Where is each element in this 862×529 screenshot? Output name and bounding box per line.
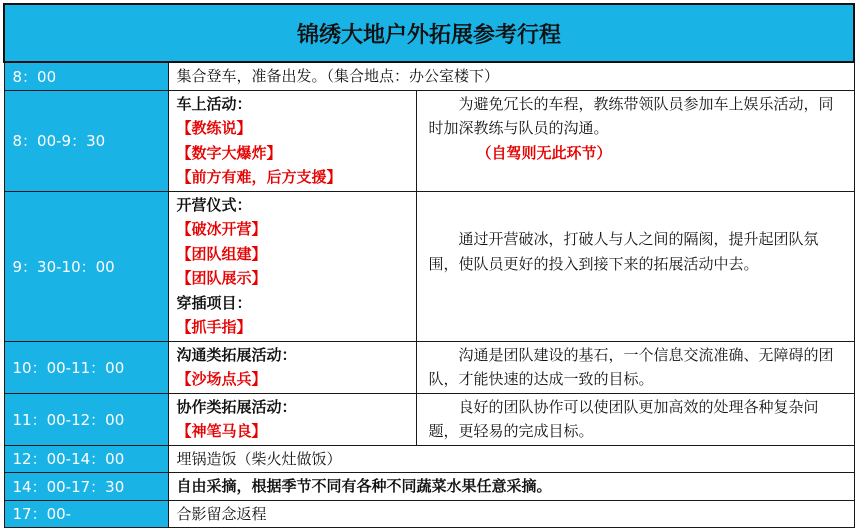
activity-item: 【数字大爆炸】 bbox=[176, 143, 282, 162]
activity-item: 【团队展示】 bbox=[176, 269, 267, 287]
activity-item: 【教练说】 bbox=[176, 119, 252, 137]
itinerary-table bbox=[3, 3, 855, 528]
table-row bbox=[4, 62, 854, 90]
activity-label: 沟通类拓展活动： bbox=[176, 345, 297, 364]
time-cell: 8：00 bbox=[4, 62, 168, 90]
time-cell: 10：00-11：00 bbox=[4, 341, 168, 393]
description-cell bbox=[416, 90, 854, 191]
time-cell: 17：00- bbox=[4, 500, 168, 528]
time-cell: 12：00-14：00 bbox=[4, 445, 168, 473]
title-row bbox=[4, 4, 854, 62]
activity-item: 【团队组建】 bbox=[176, 244, 267, 263]
description-text: 沟通是团队建设的基石，一个信息交流准确、无障碍的团队，才能快速的达成一致的目标。 bbox=[428, 345, 834, 388]
activity-item: 【破冰开营】 bbox=[176, 220, 267, 238]
activity-cell bbox=[168, 341, 416, 393]
description-cell bbox=[416, 191, 854, 341]
table-row bbox=[4, 500, 854, 528]
activity-label: 开营仪式： bbox=[176, 195, 252, 214]
description-text: 通过开营破冰，打破人与人之间的隔阂，提升起团队氛围，使队员更好的投入到接下来的拓展活动中去。 bbox=[428, 230, 819, 273]
itinerary-sheet bbox=[3, 3, 853, 528]
activity-cell: 集合登车，准备出发。（集合地点：办公室楼下） bbox=[168, 62, 854, 90]
description-cell bbox=[416, 341, 854, 393]
page-title: 锦绣大地户外拓展参考行程 bbox=[4, 4, 854, 62]
time-cell: 14：00-17：30 bbox=[4, 473, 168, 501]
activity-item: 【抓手指】 bbox=[176, 318, 252, 336]
activity-cell: 埋锅造饭（柴火灶做饭） bbox=[168, 445, 854, 473]
time-cell: 8：00-9：30 bbox=[4, 90, 168, 191]
activity-item: 【前方有难，后方支援】 bbox=[176, 168, 342, 186]
table-row bbox=[4, 445, 854, 473]
note-text: （自驾则无此环节） bbox=[476, 143, 612, 162]
activity-cell: 自由采摘，根据季节不同有各种不同蔬菜水果任意采摘。 bbox=[168, 473, 854, 501]
activity-cell: 合影留念返程 bbox=[168, 500, 854, 528]
activity-label: 穿插项目： bbox=[176, 293, 252, 312]
table-row bbox=[4, 393, 854, 445]
description-text: 良好的团队协作可以使团队更加高效的处理各种复杂问题，更轻易的完成目标。 bbox=[428, 397, 819, 440]
activity-cell bbox=[168, 191, 416, 341]
activity-label: 车上活动： bbox=[176, 94, 252, 113]
table-row bbox=[4, 191, 854, 341]
description-text: 为避免冗长的车程，教练带领队员参加车上娱乐活动，同时加深教练与队员的沟通。 bbox=[428, 94, 834, 137]
activity-label: 协作类拓展活动： bbox=[176, 397, 297, 416]
table-row bbox=[4, 473, 854, 501]
time-cell: 9：30-10：00 bbox=[4, 191, 168, 341]
activity-item: 【神笔马良】 bbox=[176, 422, 267, 440]
activity-item: 【沙场点兵】 bbox=[176, 370, 267, 388]
time-cell: 11：00-12：00 bbox=[4, 393, 168, 445]
activity-cell bbox=[168, 90, 416, 191]
table-row bbox=[4, 341, 854, 393]
description-cell bbox=[416, 393, 854, 445]
activity-cell bbox=[168, 393, 416, 445]
table-row bbox=[4, 90, 854, 191]
